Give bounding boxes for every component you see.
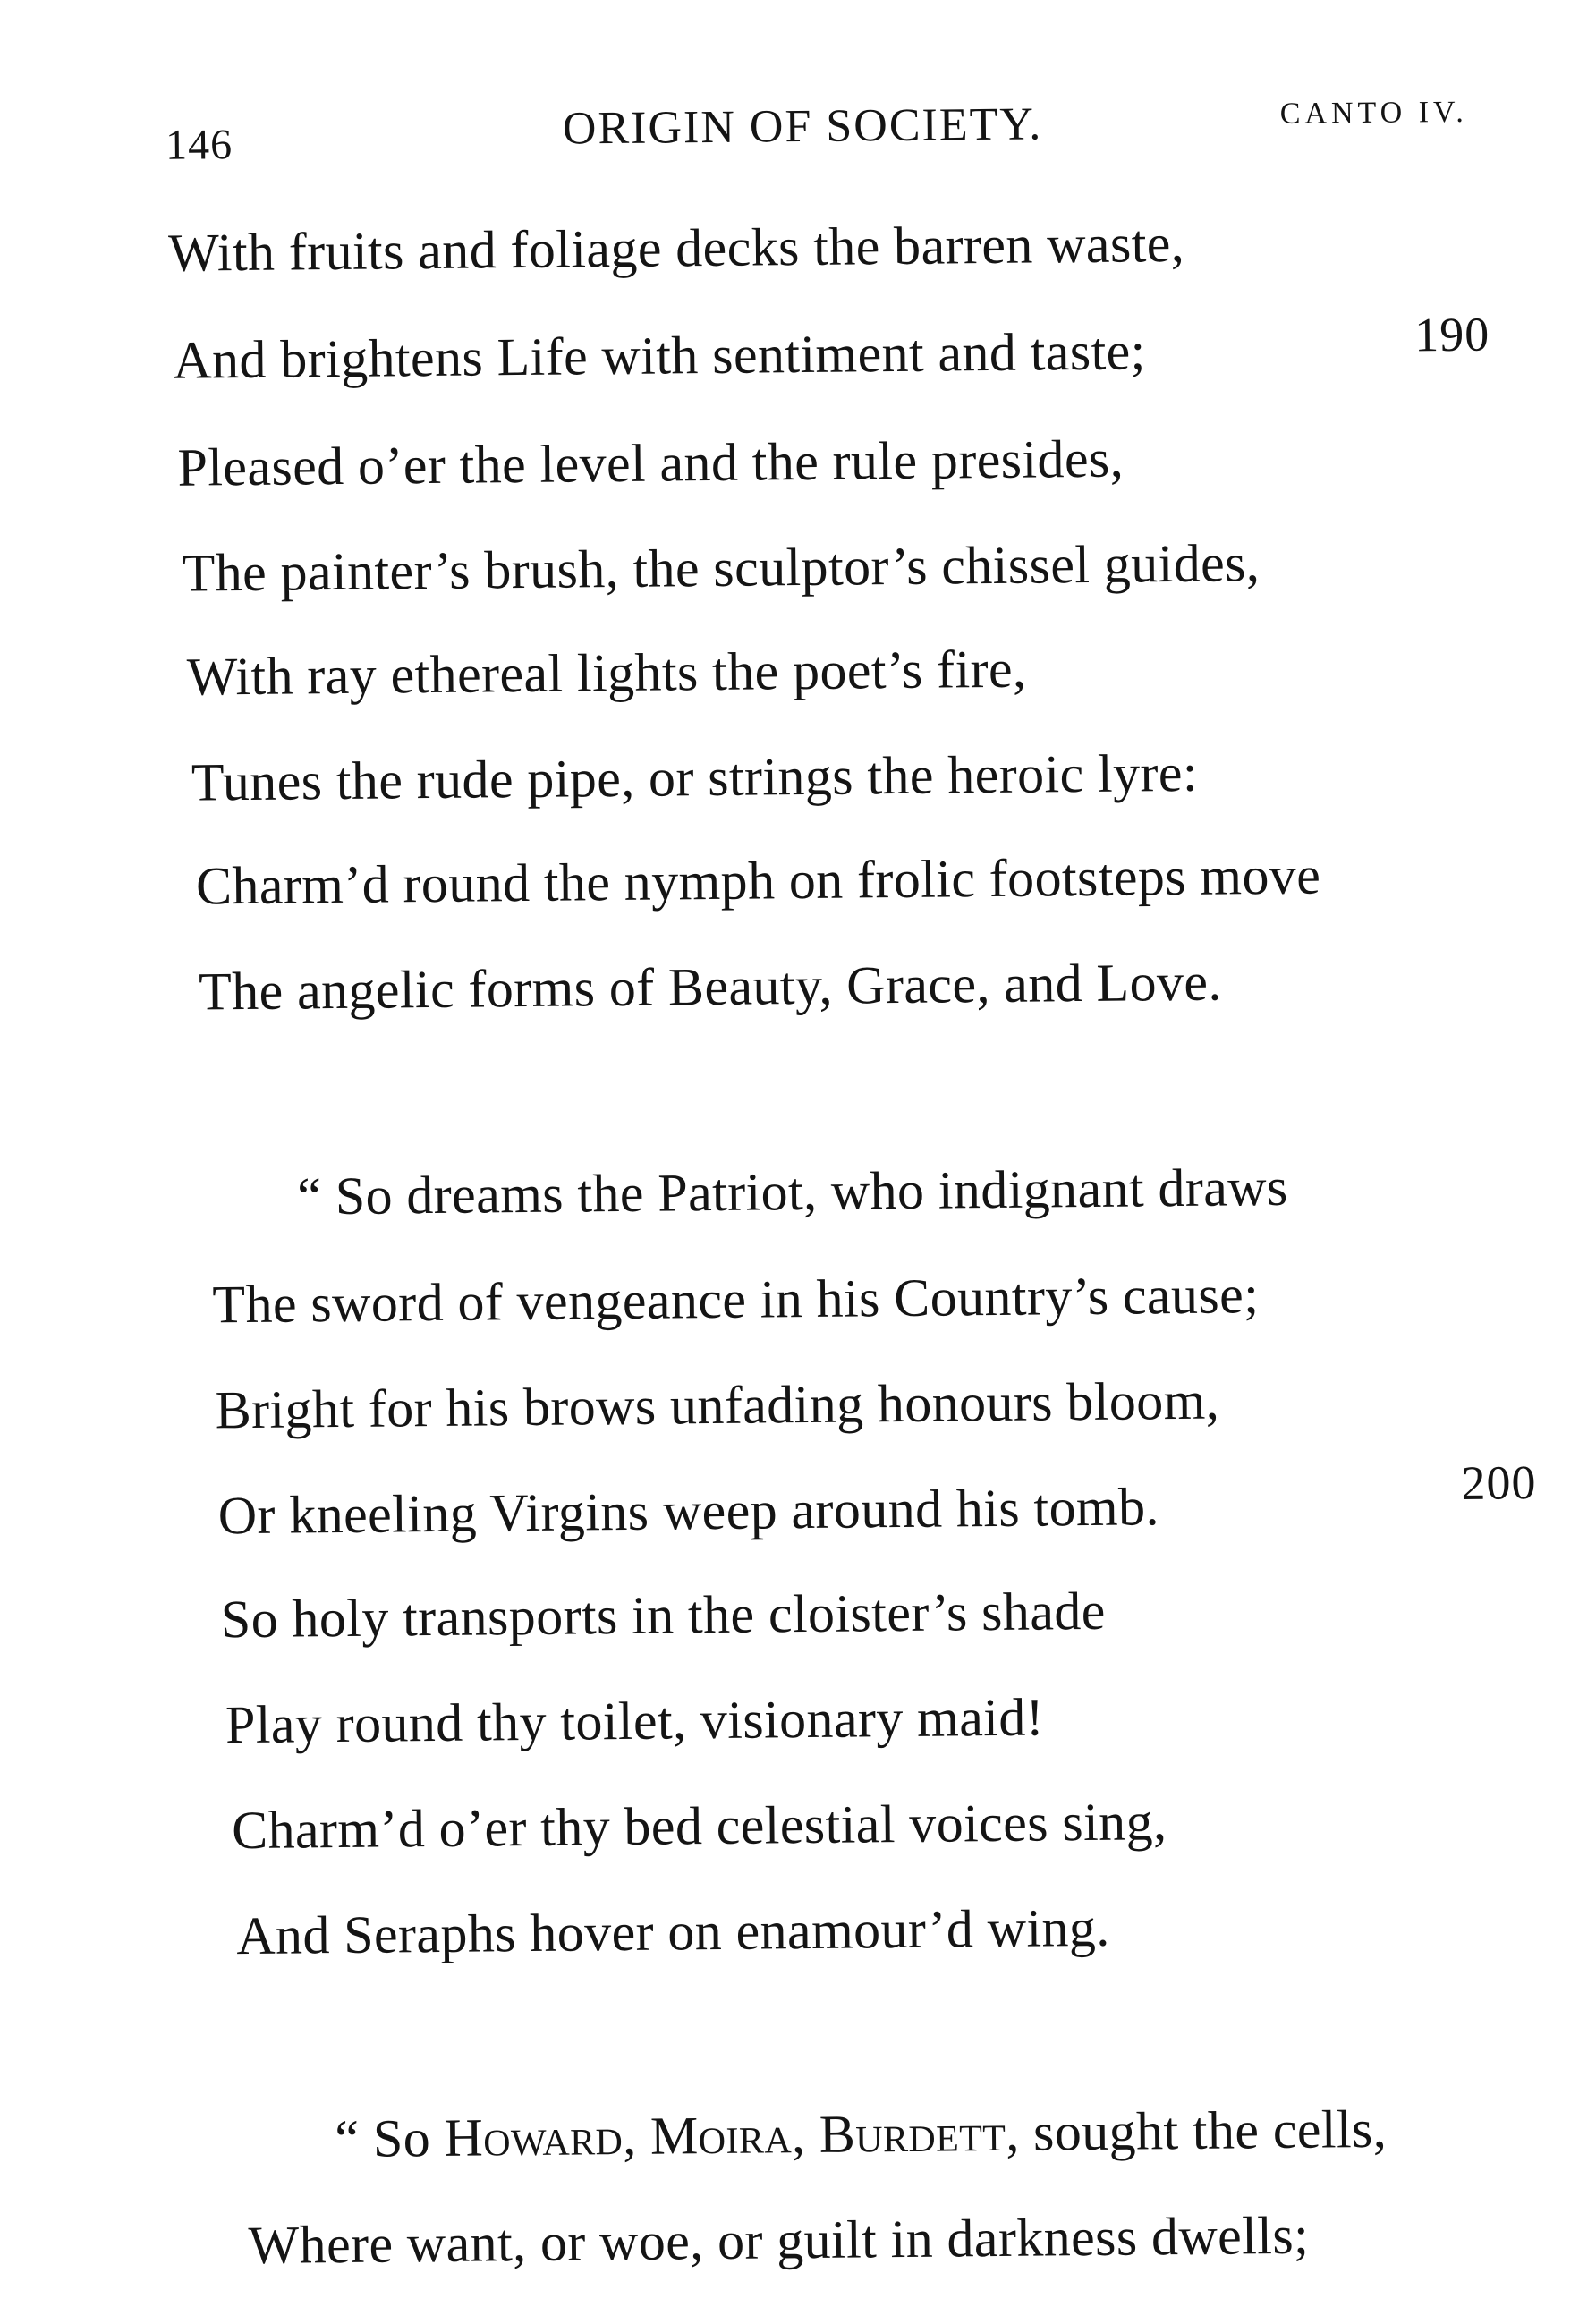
verse-line: Charm’d round the nymph on frolic footsteps move [195, 845, 1321, 916]
verse-line: The angelic forms of Beauty, Grace, and Love. [198, 952, 1223, 1022]
person-name-moira: Moira [649, 2105, 793, 2166]
verse-line: “ So Howard, Moira, Burdett, sought the cells, [335, 2099, 1388, 2169]
verse-line: Charm’d o’er thy bed celestial voices sing, [231, 1792, 1167, 1861]
page-number: 146 [165, 121, 233, 169]
verse-line: Play round thy toilet, visionary maid! [225, 1687, 1045, 1755]
verse-line: With fruits and foliage decks the barren waste, [167, 213, 1185, 283]
verse-line: Tunes the rude pipe, or strings the heroic lyre: [191, 742, 1199, 812]
verse-line: Bright for his brows unfading honours bloom, [215, 1370, 1220, 1440]
verse-line: So holy transports in the cloister’s shade [220, 1581, 1107, 1650]
verse-line: With ray ethereal lights the poet’s fire, [186, 639, 1027, 707]
running-title: ORIGIN OF SOCIETY. [562, 98, 1043, 155]
verse-line: Pleased o’er the level and the rule presides, [177, 428, 1125, 497]
person-name-burdett: Burdett [819, 2102, 1006, 2164]
canto-label: CANTO IV. [1279, 95, 1468, 131]
verse-line: And brightens Life with sentiment and taste; [173, 321, 1147, 390]
verse-line: The sword of vengeance in his Country’s cause; [212, 1265, 1260, 1335]
verse-line: And Seraphs hover on enamour’d wing. [235, 1897, 1110, 1966]
verse-line: Or kneeling Virgins weep around his tomb. [217, 1477, 1160, 1546]
line-number: 200 [1461, 1455, 1537, 1510]
running-head [0, 82, 1586, 169]
verse-line: “ So dreams the Patriot, who indignant draws [297, 1157, 1289, 1226]
verse-line: Where want, or woe, or guilt in darkness dwells; [248, 2205, 1310, 2276]
person-name-howard: Howard [444, 2107, 624, 2167]
line-number: 190 [1413, 307, 1490, 362]
verse-line: The painter’s brush, the sculptor’s chissel guides, [182, 533, 1261, 603]
